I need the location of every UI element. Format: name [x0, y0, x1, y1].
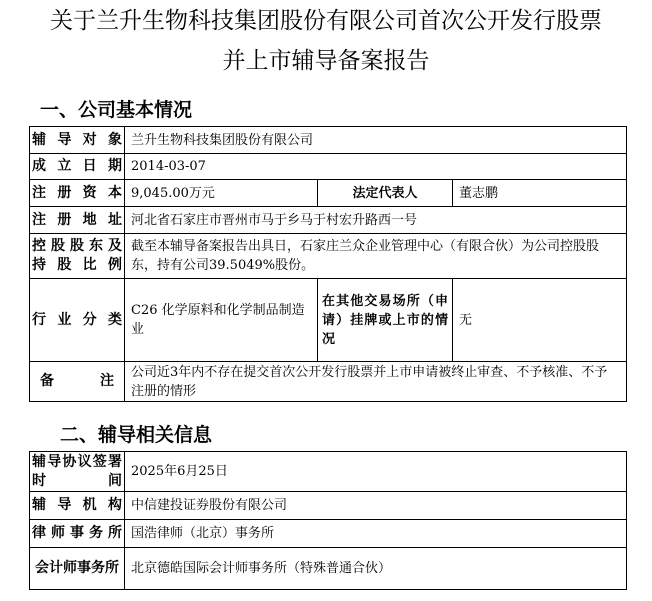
value-counseling-target: 兰升生物科技集团股份有限公司 — [125, 127, 627, 154]
label-law-firm: 律师事务所 — [30, 520, 125, 548]
document-title-line-2: 并上市辅导备案报告 — [222, 48, 430, 74]
value-controlling-shareholder: 截至本辅导备案报告出具日，石家庄兰众企业管理中心（有限合伙）为公司控股股东，持有公司39.5049%股份。 — [125, 234, 627, 279]
counseling-info-table — [29, 451, 627, 590]
value-accounting-firm: 北京德皓国际会计师事务所（特殊普通合伙） — [125, 548, 627, 590]
value-registered-capital: 9,045.00万元 — [125, 180, 318, 207]
value-other-listing: 无 — [453, 279, 627, 362]
value-established-date: 2014-03-07 — [125, 154, 627, 180]
label-controlling-shareholder — [30, 234, 125, 279]
label-counseling-target: 辅导对象 — [30, 127, 125, 154]
label-remarks: 备 注 — [30, 362, 125, 402]
section-heading-company-info: 一、公司基本情况 — [40, 99, 193, 121]
value-agreement-date: 2025年6月25日 — [125, 452, 627, 492]
value-remarks: 公司近3年内不存在提交首次公开发行股票并上市申请被终止审查、不予核准、不予注册的情形 — [125, 362, 627, 402]
label-controlling-shareholder-line-1: 控股股东及 — [32, 238, 122, 254]
label-established-date: 成立日期 — [30, 154, 125, 180]
company-info-table — [29, 126, 627, 402]
value-law-firm: 国浩律师（北京）事务所 — [125, 520, 627, 548]
label-accounting-firm: 会计师事务所 — [30, 548, 125, 590]
label-other-listing: 在其他交易场所（申请）挂牌或上市的情况 — [318, 279, 453, 362]
value-legal-representative: 董志鹏 — [453, 180, 627, 207]
label-controlling-shareholder-line-2: 持股比例 — [32, 257, 122, 273]
label-industry: 行业分类 — [30, 279, 125, 362]
value-counseling-agency: 中信建投证券股份有限公司 — [125, 492, 627, 520]
label-counseling-agency: 辅导机构 — [30, 492, 125, 520]
value-registered-address: 河北省石家庄市晋州市马于乡马于村宏升路西一号 — [125, 207, 627, 234]
label-legal-representative: 法定代表人 — [318, 180, 453, 207]
label-registered-capital: 注册资本 — [30, 180, 125, 207]
value-industry: C26 化学原料和化学制品制造业 — [125, 279, 318, 362]
document-title-line-1: 关于兰升生物科技集团股份有限公司首次公开发行股票 — [50, 8, 602, 34]
section-heading-counseling-info: 二、辅导相关信息 — [60, 424, 213, 446]
label-agreement-date: 辅导协议签署时间 — [30, 452, 125, 492]
label-registered-address: 注册地址 — [30, 207, 125, 234]
